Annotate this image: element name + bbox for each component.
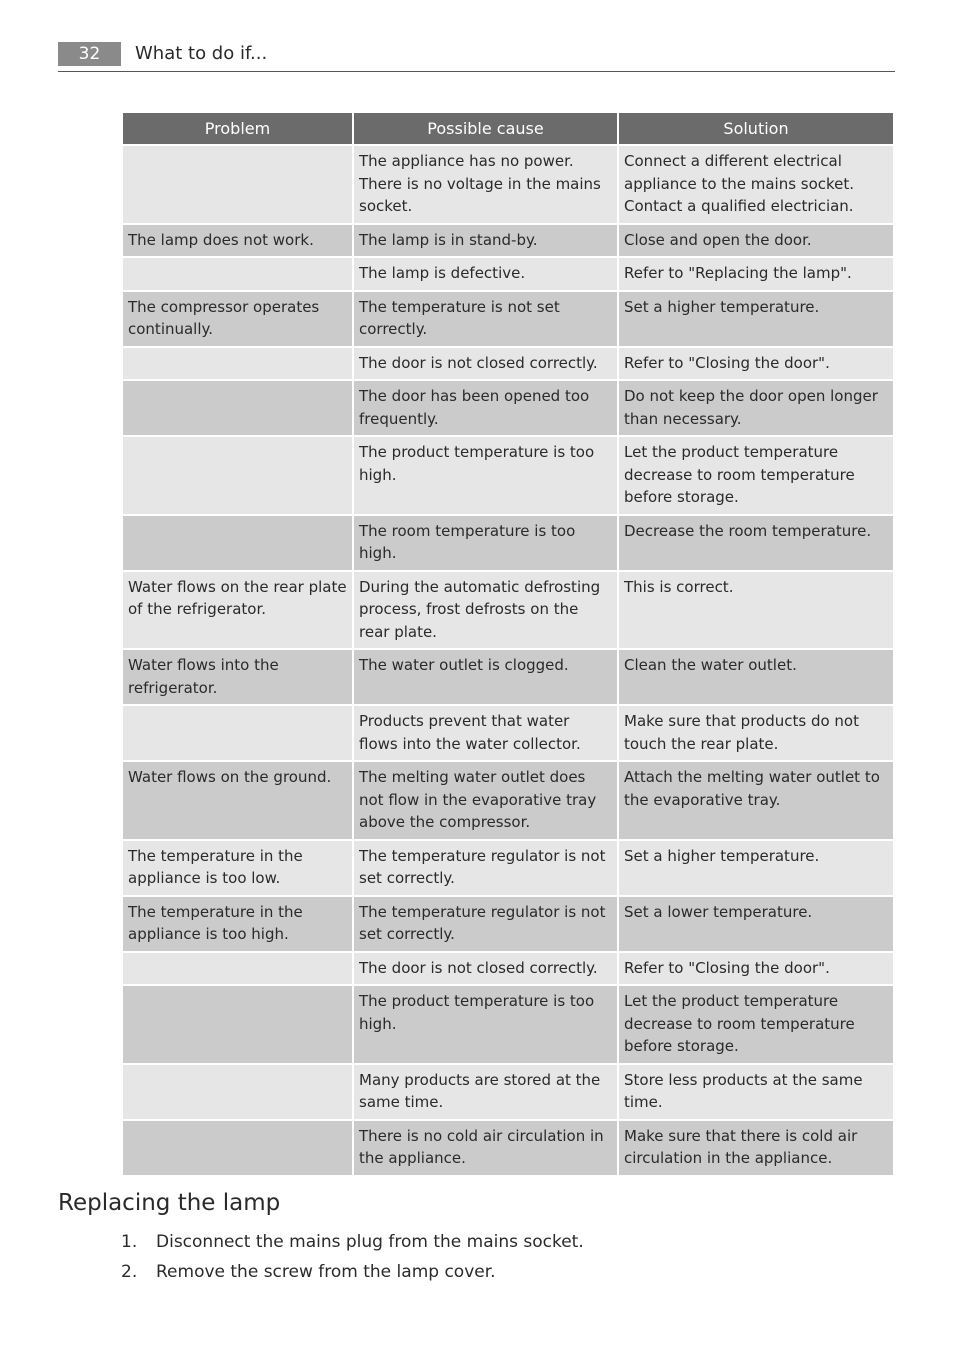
cell-cause: Products prevent that water flows into the water collector. bbox=[354, 706, 617, 760]
table-row bbox=[123, 986, 893, 1063]
cell-solution: Refer to "Replacing the lamp". bbox=[619, 258, 893, 290]
cell-cause: The lamp is in stand-by. bbox=[354, 225, 617, 257]
cell-solution: Connect a different electrical appliance to the mains socket. Contact a qualified electrician. bbox=[619, 146, 893, 223]
cell-cause: The temperature regulator is not set correctly. bbox=[354, 897, 617, 951]
cell-cause: Many products are stored at the same time. bbox=[354, 1065, 617, 1119]
cell-solution: Make sure that products do not touch the rear plate. bbox=[619, 706, 893, 760]
cell-solution: This is correct. bbox=[619, 572, 893, 649]
cell-solution: Store less products at the same time. bbox=[619, 1065, 893, 1119]
column-header-cause: Possible cause bbox=[354, 113, 617, 144]
column-header-solution: Solution bbox=[619, 113, 893, 144]
cell-solution: Let the product temperature decrease to room temperature before storage. bbox=[619, 986, 893, 1063]
cell-solution: Close and open the door. bbox=[619, 225, 893, 257]
cell-cause: There is no cold air circulation in the appliance. bbox=[354, 1121, 617, 1175]
cell-problem bbox=[123, 258, 352, 290]
cell-problem bbox=[123, 986, 352, 1063]
cell-problem: The temperature in the appliance is too high. bbox=[123, 897, 352, 951]
cell-cause: The temperature is not set correctly. bbox=[354, 292, 617, 346]
table-row bbox=[123, 258, 893, 290]
cell-solution: Set a higher temperature. bbox=[619, 292, 893, 346]
cell-cause: The lamp is defective. bbox=[354, 258, 617, 290]
table-header-row bbox=[123, 113, 893, 144]
cell-problem bbox=[123, 437, 352, 514]
section-title: Replacing the lamp bbox=[58, 1190, 281, 1216]
cell-problem: Water flows on the rear plate of the refrigerator. bbox=[123, 572, 352, 649]
step-item bbox=[121, 1228, 584, 1258]
cell-cause: The door is not closed correctly. bbox=[354, 953, 617, 985]
cell-cause: The product temperature is too high. bbox=[354, 437, 617, 514]
cell-problem: Water flows on the ground. bbox=[123, 762, 352, 839]
cell-solution: Do not keep the door open longer than necessary. bbox=[619, 381, 893, 435]
cell-solution: Set a higher temperature. bbox=[619, 841, 893, 895]
page-header bbox=[58, 40, 895, 72]
table-row bbox=[123, 841, 893, 895]
cell-problem bbox=[123, 1065, 352, 1119]
cell-solution: Set a lower temperature. bbox=[619, 897, 893, 951]
step-text: Disconnect the mains plug from the mains socket. bbox=[156, 1232, 584, 1252]
table-row bbox=[123, 762, 893, 839]
cell-solution: Make sure that there is cold air circulation in the appliance. bbox=[619, 1121, 893, 1175]
step-item bbox=[121, 1258, 584, 1288]
cell-cause: The door has been opened too frequently. bbox=[354, 381, 617, 435]
cell-solution: Refer to "Closing the door". bbox=[619, 953, 893, 985]
step-number: 1. bbox=[121, 1232, 138, 1252]
cell-solution: Attach the melting water outlet to the evaporative tray. bbox=[619, 762, 893, 839]
cell-problem: Water flows into the refrigerator. bbox=[123, 650, 352, 704]
cell-problem bbox=[123, 706, 352, 760]
table-row bbox=[123, 650, 893, 704]
table-row bbox=[123, 1065, 893, 1119]
cell-cause: During the automatic defrosting process, frost defrosts on the rear plate. bbox=[354, 572, 617, 649]
cell-problem bbox=[123, 348, 352, 380]
table-row bbox=[123, 292, 893, 346]
cell-problem: The lamp does not work. bbox=[123, 225, 352, 257]
cell-cause: The door is not closed correctly. bbox=[354, 348, 617, 380]
cell-solution: Refer to "Closing the door". bbox=[619, 348, 893, 380]
cell-cause: The product temperature is too high. bbox=[354, 986, 617, 1063]
table-row bbox=[123, 706, 893, 760]
cell-problem bbox=[123, 146, 352, 223]
table-row bbox=[123, 516, 893, 570]
cell-cause: The water outlet is clogged. bbox=[354, 650, 617, 704]
instruction-steps bbox=[121, 1228, 584, 1288]
page-number: 32 bbox=[58, 42, 121, 66]
table-row bbox=[123, 1121, 893, 1175]
table-row bbox=[123, 348, 893, 380]
table-row bbox=[123, 381, 893, 435]
table-row bbox=[123, 146, 893, 223]
cell-problem bbox=[123, 1121, 352, 1175]
cell-problem bbox=[123, 381, 352, 435]
cell-cause: The temperature regulator is not set correctly. bbox=[354, 841, 617, 895]
cell-problem: The compressor operates continually. bbox=[123, 292, 352, 346]
chapter-title: What to do if... bbox=[135, 43, 268, 64]
table-row bbox=[123, 897, 893, 951]
table-body bbox=[123, 146, 893, 1175]
cell-cause: The melting water outlet does not flow in the evaporative tray above the compressor. bbox=[354, 762, 617, 839]
cell-cause: The room temperature is too high. bbox=[354, 516, 617, 570]
cell-solution: Clean the water outlet. bbox=[619, 650, 893, 704]
step-number: 2. bbox=[121, 1262, 138, 1282]
troubleshooting-table bbox=[121, 111, 895, 1177]
cell-problem bbox=[123, 953, 352, 985]
cell-cause: The appliance has no power. There is no voltage in the mains socket. bbox=[354, 146, 617, 223]
table-row bbox=[123, 225, 893, 257]
table-row bbox=[123, 953, 893, 985]
cell-solution: Decrease the room temperature. bbox=[619, 516, 893, 570]
table-row bbox=[123, 572, 893, 649]
step-text: Remove the screw from the lamp cover. bbox=[156, 1262, 496, 1282]
column-header-problem: Problem bbox=[123, 113, 352, 144]
cell-problem: The temperature in the appliance is too low. bbox=[123, 841, 352, 895]
cell-solution: Let the product temperature decrease to room temperature before storage. bbox=[619, 437, 893, 514]
cell-problem bbox=[123, 516, 352, 570]
table-row bbox=[123, 437, 893, 514]
